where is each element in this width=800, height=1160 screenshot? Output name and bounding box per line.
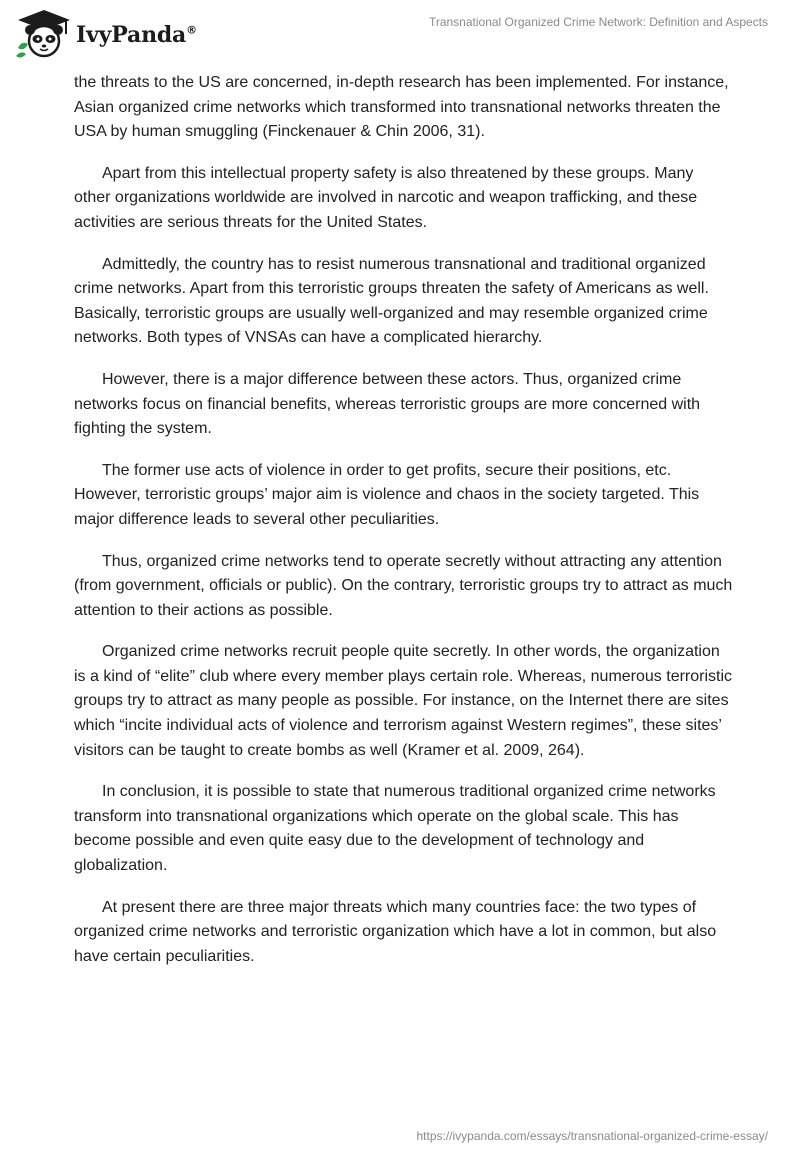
page-header xyxy=(0,0,800,70)
registered-mark: ® xyxy=(186,23,197,37)
paragraph: The former use acts of violence in order to get profits, secure their positions, etc. However, terroristic groups’ major aim is violence and chaos in the society targeted. This major difference leads to several other peculiarities. xyxy=(74,461,700,528)
paragraph: Organized crime networks recruit people quite secretly. In other words, the organization is a kind of “elite” club where every member plays certain role. Whereas, numerous terroristic groups try to attract as many people as possible. For instance, on the Internet there are sites which “incite individual acts of violence and terrorism against Western regimes”, these sites’ visitors can be taught to create bombs as well (Kramer et al. 2009, 264). xyxy=(74,643,733,759)
paragraph: In conclusion, it is possible to state that numerous traditional organized crime networks transform into transnational organizations which operate on the global scale. This has become possible and even quite easy due to the development of technology and globalization. xyxy=(74,783,716,875)
paragraph: the threats to the US are concerned, in-depth research has been implemented. For instance, Asian organized crime networks which transformed into transnational networks threaten the USA by human smuggling (Finckenauer & Chin 2006, 31). xyxy=(74,74,729,141)
paragraph: Apart from this intellectual property safety is also threatened by these groups. Many other organizations worldwide are involved in narcotic and weapon trafficking, and these activities are serious threats for the United States. xyxy=(74,164,698,231)
brand-name: IvyPanda® xyxy=(76,22,197,48)
paragraph: Thus, organized crime networks tend to operate secretly without attracting any attention (from government, officials or public). On the contrary, terroristic groups try to attract as much attention to their actions as possible. xyxy=(74,552,733,619)
paragraph: At present there are three major threats which many countries face: the two types of organized crime networks and terroristic organization which have a lot in common, but also have certain peculiarities. xyxy=(74,898,717,965)
paragraph: Admittedly, the country has to resist numerous transnational and traditional organized crime networks. Apart from this terroristic groups threaten the safety of Americans as well. Basically, terroristic groups are usually well-organized and may resemble organized crime networks. Both types of VNSAs can have a complicated hierarchy. xyxy=(74,255,709,347)
essay-body xyxy=(74,71,734,986)
panda-graduate-icon xyxy=(14,8,74,60)
ivypanda-logo[interactable] xyxy=(14,8,197,60)
source-url-link[interactable]: https://ivypanda.com/essays/transnational-organized-crime-essay/ xyxy=(416,1129,768,1143)
document-title: Transnational Organized Crime Network: Definition and Aspects xyxy=(428,15,768,29)
paragraph: However, there is a major difference between these actors. Thus, organized crime networks focus on financial benefits, whereas terroristic groups are more concerned with fighting the system. xyxy=(74,370,701,438)
